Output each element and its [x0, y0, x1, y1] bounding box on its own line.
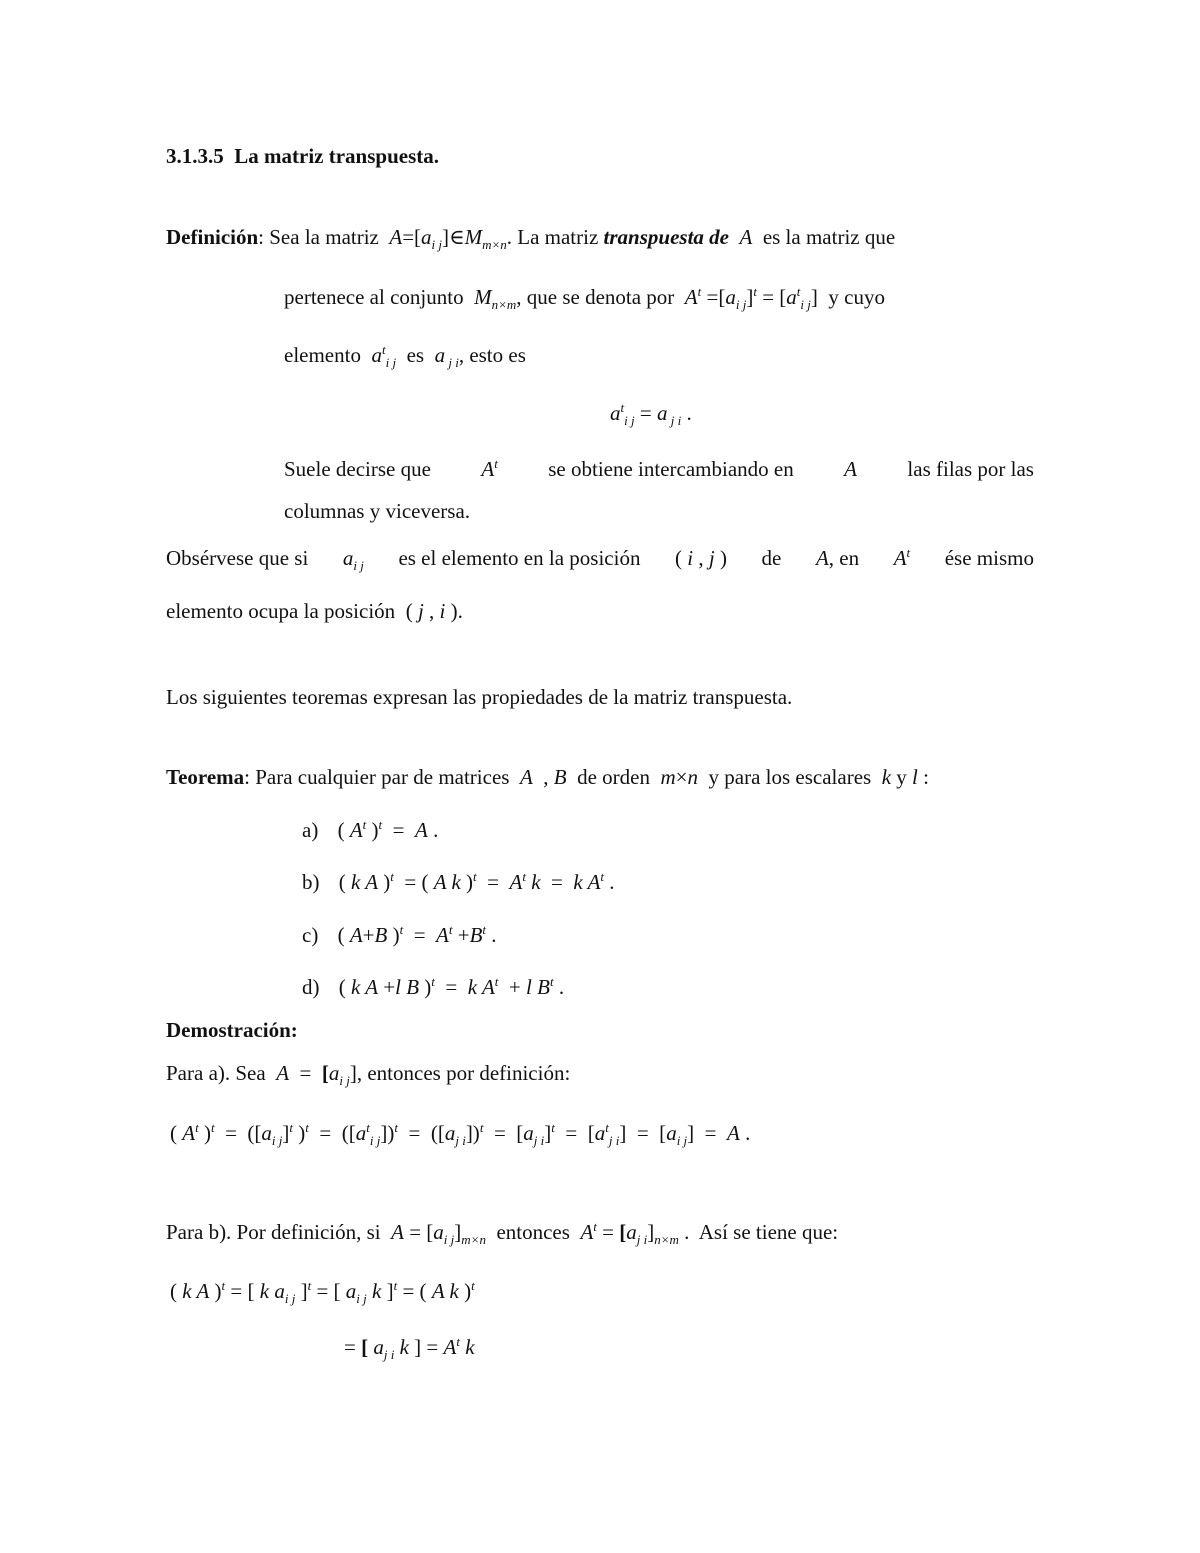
- theorem-item-a: a) ( $A^t$ )$^t$ = A .: [302, 817, 439, 842]
- proof-a-intro: Para a). Sea $A = [a_{i j}]$, entonces por definición:: [166, 1061, 571, 1089]
- observation-text: , en: [828, 546, 860, 570]
- proof-b-equation-2: = [ $a_{j i}$ k ] = $A^t$ k: [344, 1334, 475, 1363]
- observation-line-1: Obsérvese que si $a_{i j}$ es el elemento en la posición ( i , j ) de A, en $A^t$ ése mismo: [166, 545, 1034, 574]
- theorem-label: Teorema: [166, 765, 245, 789]
- definition-text: Suele decirse que: [284, 457, 431, 481]
- section-title: La matriz transpuesta.: [234, 144, 439, 168]
- observation-text: de: [761, 546, 782, 570]
- theorem-text: : Para cualquier par de matrices: [244, 765, 510, 789]
- item-label: d): [302, 975, 320, 999]
- definition-text: las filas por las: [907, 457, 1034, 481]
- proof-a-equation: ( $A^t$ )$^t = ([a_{i j}]^t$ )$^t = ([a^t_{i j}])^t = ([a_{j i}])^t = [a_{j i}]^t = [a^t_{j i}] = [a_{i j}] = A$ .: [170, 1120, 751, 1149]
- theorem-text: y: [896, 765, 907, 789]
- observation-text: ése mismo: [944, 546, 1034, 570]
- section-number: 3.1.3.5: [166, 144, 224, 168]
- proof-heading: [166, 1017, 298, 1043]
- definition-text: se obtiene intercambiando en: [548, 457, 794, 481]
- theorem-statement: Teorema: Para cualquier par de matrices A , B de orden m×n y para los escalares k y l :: [166, 765, 929, 789]
- item-label: b): [302, 870, 320, 894]
- definition-line-3: elemento $a^t_{i j}$ es a $_{j i}$, esto es: [284, 342, 526, 371]
- observation-text: Obsérvese que si: [166, 546, 309, 570]
- observation-text: elemento ocupa la posición: [166, 599, 396, 623]
- observation-line-2: elemento ocupa la posición ( j , i ).: [166, 599, 463, 623]
- math-A-def: A: [384, 225, 403, 249]
- theorem-text: de orden: [577, 765, 650, 789]
- definition-text: , esto es: [458, 343, 526, 367]
- definition-line-2: pertenece al conjunto $M_{n\times m}$, que se denota por $A^t =[a_{i j}]^t = [a^t_{i j}]$ y cuyo: [284, 284, 885, 313]
- definition-line-5: [284, 498, 470, 524]
- observation-text: es el elemento en la posición: [398, 546, 641, 570]
- definition-text: elemento: [284, 343, 361, 367]
- definition-line-1: Definición: Sea la matriz $A=[a_{i j}]\in M_{m\times n}$. La matriz transpuesta de A es la matriz que: [166, 225, 896, 253]
- definition-text: . La matriz: [506, 225, 599, 249]
- proof-text: entonces: [496, 1220, 570, 1244]
- definition-text: y cuyo: [828, 285, 885, 309]
- definition-text: columnas y viceversa.: [284, 499, 471, 523]
- intro-text: Los siguientes teoremas expresan las propiedades de la matriz transpuesta.: [166, 685, 793, 709]
- definition-text: es: [406, 343, 425, 367]
- theorem-item-b: b) ( k A )$^t$ = ( A k )$^t = A^t$ k = k $A^t$ .: [302, 869, 615, 894]
- proof-b-equation-1: ( k A )$^t$ = [ k $a_{i j}$ ]$^t$ = [ $a_{i j}$ k ]$^t$ = ( A k )$^t$: [170, 1278, 475, 1307]
- proof-text: Para b). Por definición, si: [166, 1220, 381, 1244]
- definition-text: pertenece al conjunto: [284, 285, 464, 309]
- theorems-intro: [166, 684, 792, 710]
- definition-label: Definición: [166, 225, 259, 249]
- proof-b-intro: Para b). Por definición, si $A = [a_{i j}]_{m\times n}$ entonces $A^t = [a_{j i}]_{n\times m}$ . Así se tiene que:: [166, 1219, 839, 1248]
- proof-text: Para a). Sea: [166, 1061, 266, 1085]
- definition-line-4: Suele decirse que $A^t$ se obtiene intercambiando en A las filas por las: [284, 456, 1034, 481]
- theorem-item-c: c) ( A+B )$^t = A^t +B^t$ .: [302, 922, 497, 947]
- definition-text: , que se denota por: [516, 285, 675, 309]
- definition-text: es la matriz que: [762, 225, 896, 249]
- definition-emphasis: transpuesta de: [603, 225, 729, 249]
- section-heading: [166, 143, 439, 169]
- display-equation-transpose-element: $a^t_{i j} = a$ $_{j i}$ .: [610, 400, 692, 429]
- theorem-text: y para los escalares: [708, 765, 872, 789]
- proof-text: Así se tiene que:: [698, 1220, 839, 1244]
- proof-text: , entonces por definición:: [356, 1061, 571, 1085]
- item-label: a): [302, 818, 319, 842]
- theorem-item-d: d) ( k A +l B )$^t$ = k $A^t + l$ $B^t$ .: [302, 974, 565, 999]
- item-label: c): [302, 923, 319, 947]
- definition-text: : Sea la matriz: [258, 225, 379, 249]
- proof-label: Demostración:: [166, 1018, 298, 1042]
